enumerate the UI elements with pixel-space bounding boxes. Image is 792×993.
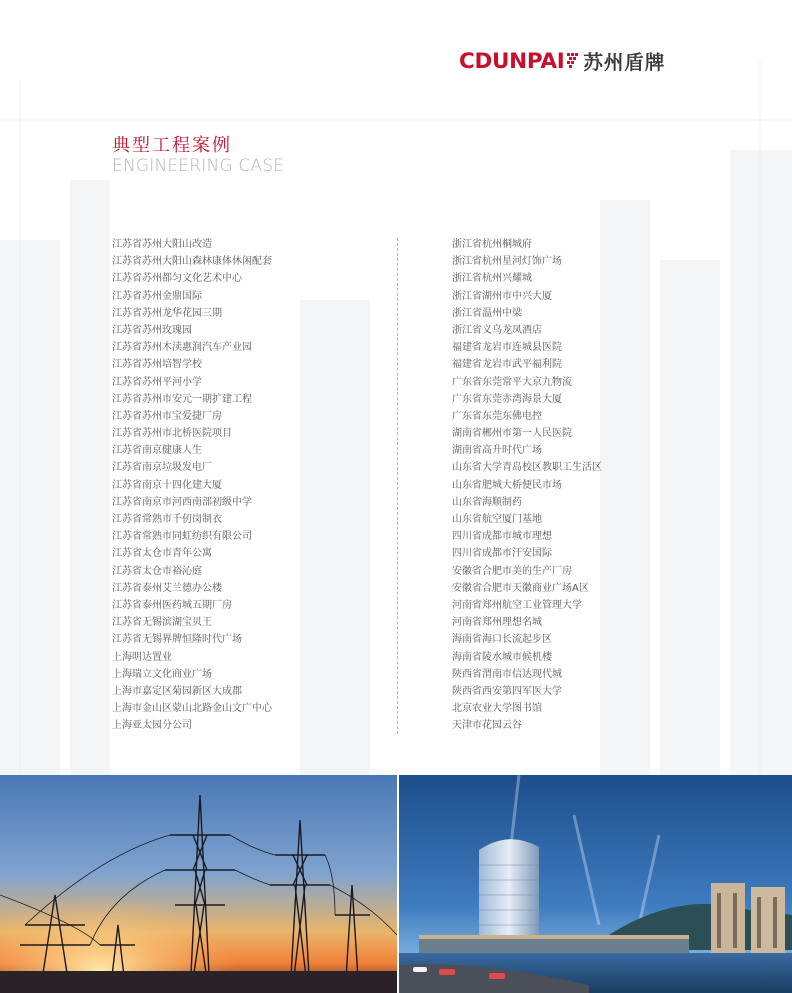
list-item: 江苏省无锡滨湖宝贝王	[112, 617, 212, 629]
list-item: 广东省东莞常平大京九物流	[452, 376, 572, 388]
list-item: 浙江省义乌龙凤酒店	[452, 324, 542, 336]
list-item: 山东省航空厦门基地	[452, 514, 542, 525]
list-item: 山东省海顺制药	[452, 496, 522, 508]
section-title-chinese: 典型工程案例	[112, 135, 232, 156]
list-item: 福建省龙岩市武平福利院	[452, 359, 562, 371]
list-item: 山东省肥城大桥便民市场	[452, 479, 562, 491]
list-item: 海南省陵水城市候机楼	[452, 651, 552, 663]
list-item: 河南省郑州航空工业管理大学	[452, 599, 582, 611]
list-item: 江苏省无锡界牌恒隆时代广场	[112, 634, 242, 646]
list-item: 浙江省杭州桐城府	[452, 239, 532, 250]
list-item: 江苏省苏州玫瑰园	[112, 324, 192, 336]
list-item: 福建省龙岩市连城县医院	[452, 342, 562, 354]
list-item: 江苏省南京垃圾发电厂	[112, 462, 212, 474]
brand-logo	[459, 46, 665, 76]
list-item: 江苏省南京健康人生	[112, 445, 202, 457]
list-item: 安徽省合肥市美的生产厂房	[452, 565, 572, 577]
list-item: 上海瑞立文化商业广场	[112, 668, 212, 680]
list-item: 江苏省苏州市安元一期扩建工程	[112, 393, 252, 405]
list-item: 湖南省高升时代广场	[452, 445, 542, 457]
list-item: 河南省郑州理想名城	[452, 617, 542, 629]
list-item: 江苏省泰州艾兰德办公楼	[112, 582, 222, 594]
list-item: 江苏省太仓市裕沁庭	[112, 565, 202, 577]
list-item: 陕西省西安第四军医大学	[452, 685, 562, 697]
list-item: 天津市花园云谷	[452, 720, 522, 732]
list-item: 北京农业大学图书馆	[452, 703, 542, 715]
brand-logo-chinese: 苏州盾牌	[583, 51, 666, 74]
list-item: 海南省海口长流起步区	[452, 634, 552, 646]
list-item: 四川省成都市城市理想	[452, 531, 552, 543]
list-item: 江苏省苏州都匀文化艺术中心	[112, 273, 242, 285]
list-item: 浙江省温州中梁	[452, 307, 522, 319]
list-item: 四川省成都市汗安国际	[452, 548, 552, 560]
list-item: 江苏省苏州大阳山森林康体休闲配套	[112, 256, 272, 268]
list-item: 上海亚太园分公司	[112, 720, 192, 732]
list-item: 上海市嘉定区菊园新区大成郡	[112, 685, 242, 697]
list-item: 浙江省杭州星河灯饰广场	[452, 256, 562, 268]
power-substation-photo	[0, 775, 397, 993]
city-skyline-photo	[399, 775, 792, 993]
list-item: 江苏省苏州培智学校	[112, 359, 202, 371]
list-item: 上海市金山区蒙山北路金山文广中心	[112, 703, 272, 715]
list-item: 江苏省苏州市北桥医院项目	[112, 428, 232, 440]
section-title-english: ENGINEERING CASE	[112, 156, 285, 176]
list-item: 江苏省苏州大阳山改造	[112, 239, 212, 250]
list-item: 江苏省太仓市青年公寓	[112, 548, 212, 560]
list-item: 江苏省苏州金鼎国际	[112, 290, 202, 302]
list-item: 江苏省苏州市宝爱捷厂房	[112, 410, 222, 422]
list-item: 上海明达置业	[112, 651, 172, 663]
list-item: 安徽省合肥市天徽商业广场A区	[452, 582, 589, 594]
list-item: 浙江省杭州兴耀城	[452, 273, 532, 285]
case-list-right	[452, 236, 602, 734]
list-item: 江苏省苏州龙华花园三期	[112, 307, 222, 319]
list-item: 广东省东莞东佛电控	[452, 410, 542, 422]
list-item: 浙江省湖州市中兴大厦	[452, 290, 552, 302]
list-item: 江苏省常熟市千仞岗制衣	[112, 514, 222, 525]
list-item: 江苏省泰州医药城五期厂房	[112, 599, 232, 611]
list-item: 陕西省渭南市信达现代城	[452, 668, 562, 680]
list-item: 广东省东莞赤湾海景大厦	[452, 393, 562, 405]
case-list-left	[112, 236, 272, 734]
list-item: 山东省大学青岛校区教职工生活区	[452, 462, 602, 474]
list-item: 江苏省南京十四化建大厦	[112, 479, 222, 491]
brand-logo-latin: CDUNPAI	[459, 48, 565, 74]
list-item: 湖南省郴州市第一人民医院	[452, 428, 572, 440]
brand-dots-icon	[566, 51, 580, 71]
list-item: 江苏省苏州平河小学	[112, 376, 202, 388]
list-item: 江苏省常熟市同虹纺织有限公司	[112, 531, 252, 543]
column-divider	[397, 238, 398, 734]
list-item: 江苏省苏州木渎惠润汽车产业园	[112, 342, 252, 354]
list-item: 江苏省南京市河西南部初级中学	[112, 496, 252, 508]
